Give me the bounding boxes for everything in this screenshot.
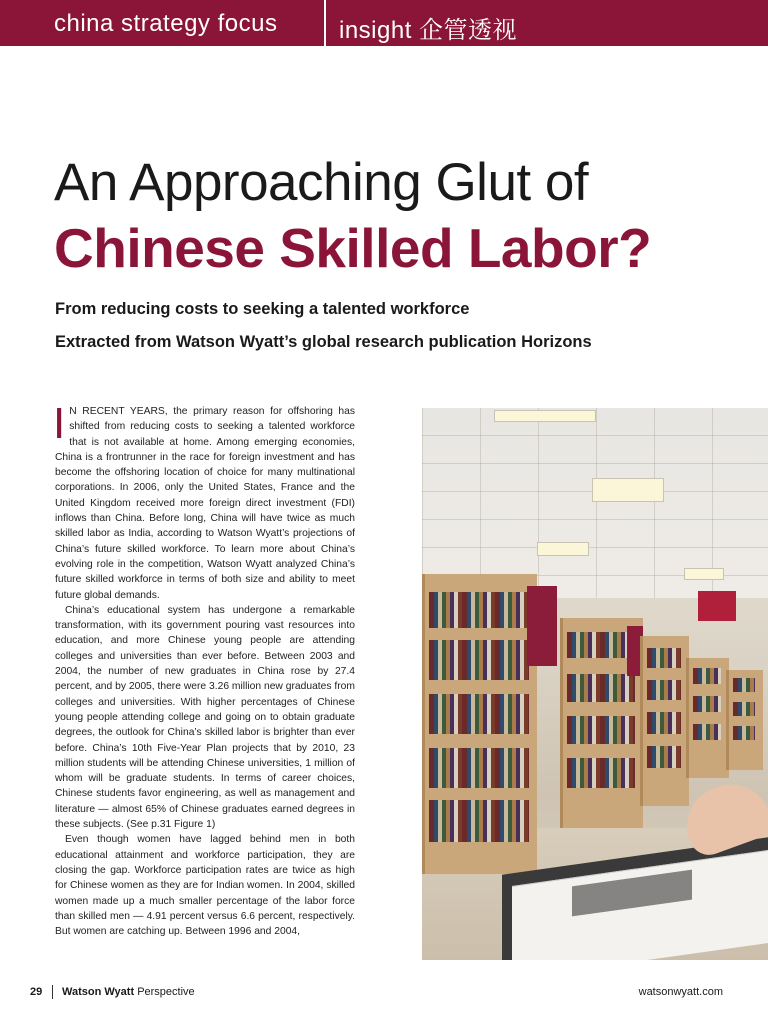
paragraph-2: China’s educational system has undergone a remarkable transformation, with its government pouring vast resources into education, and more Chinese young people are attending colleges and universities than ever before. Between 2003 and 2004, the number of new graduates in China rose by 27.4 percent, and by 2005, there were 3.26 million new graduates from colleges and universities. With higher percentages of Chinese young people attending college and going on to obtain graduate degrees, the outlook for China’s skilled labor is brighter than ever before. China’s 10th Five-Year Plan projects that by 2010, 23 million students will be attending Chinese universities, 1 million of whom will be graduate students. In terms of career choices, Chinese students favor engineering, as well as management and literature — almost 65% of Chinese graduates earned degrees in these subjects. (See p.31 Figure 1) [55, 604, 355, 831]
article-body [53, 399, 355, 939]
paragraph-1-text: N RECENT YEARS, the primary reason for offshoring has shifted from reducing costs to seeking a talented workforce that is not available at home. Among emerging economies, China is a frontrunner in the race for foreign investment and has become the offshoring location of choice for many multinational corporations. In 2006, only the United States, France and the United Kingdom received more foreign direct investment (FDI) inflows than China. Before long, China will have twice as much skilled labor as India, according to Watson Wyatt’s projections of China’s future skilled workforce. To learn more about China’s evolving role in the competition, Watson Wyatt analyzed China’s future skilled workforce in terms of both size and ability to meet future global demands. [55, 406, 355, 601]
bookshelf [422, 574, 537, 874]
bookshelf [640, 636, 689, 806]
header-divider [324, 0, 326, 46]
ceiling-light [592, 478, 664, 502]
page-number: 29 [30, 986, 43, 998]
bookshelf [686, 658, 729, 778]
paragraph-3: Even though women have lagged behind men in both educational attainment and workforce participation, they are closing the gap. Workforce participation rates are twice as high for Chinese women as they are for Indian women. In 2004, skilled women made up a much smaller percentage of the labor force than skilled men — 4.91 percent versus 6.6 percent, respectively. But women are catching up. Between 1996 and 2004, [55, 834, 355, 938]
footer-divider [52, 985, 53, 999]
article-title-line2: Chinese Skilled Labor? [54, 217, 652, 279]
article-title-line1: An Approaching Glut of [54, 153, 589, 212]
red-sign [698, 591, 736, 621]
paragraph-1 [53, 399, 355, 603]
article-subtitle-2: Extracted from Watson Wyatt’s global research publication Horizons [55, 333, 592, 351]
category-label: insight 企管透视 [339, 17, 518, 44]
bookshelf [726, 670, 763, 770]
ceiling-light [494, 410, 596, 422]
section-label: china strategy focus [54, 10, 278, 37]
shelf-end-panel [527, 586, 557, 666]
website-url: watsonwyatt.com [638, 986, 723, 998]
dropcap: I [53, 399, 66, 448]
publication-name: Watson Wyatt Perspective [62, 986, 195, 998]
library-photo [422, 408, 768, 960]
section-header-bar [0, 0, 768, 46]
article-subtitle-1: From reducing costs to seeking a talented workforce [55, 300, 470, 318]
ceiling-light [684, 568, 724, 580]
ceiling-light [537, 542, 589, 556]
